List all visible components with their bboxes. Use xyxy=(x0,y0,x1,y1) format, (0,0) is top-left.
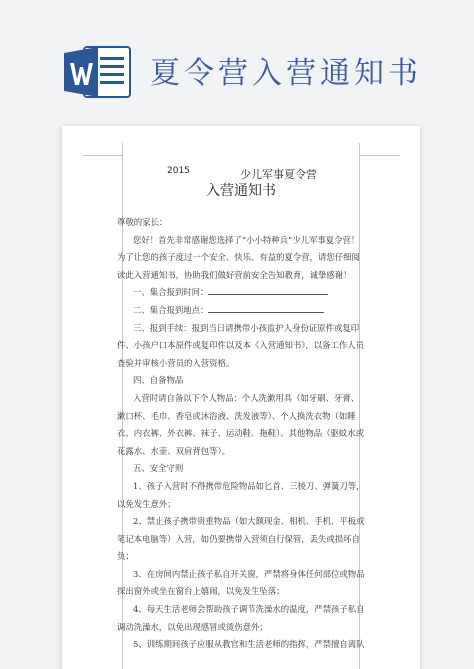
place-blank xyxy=(208,303,324,313)
word-doc-icon xyxy=(62,43,132,101)
banner-title: 夏令营入营通知书 xyxy=(150,56,422,91)
salutation: 尊敬的家长： xyxy=(117,217,168,227)
item-supplies-detail: 入营时请自备以下个人物品：个人洗漱用具（如牙刷、牙膏、漱口杯、毛巾、香皂或沐浴液、洗发液等）、个人换洗衣物（如睡衣、内衣裤、外衣裤、袜子、运动鞋、拖鞋）、其他物品（驱蚊水或花露水、水壶、双肩背包等）。 xyxy=(117,392,365,456)
header-year: 2015 xyxy=(167,166,190,176)
item-supplies-heading: 四、自备物品 xyxy=(133,375,184,386)
safety-rule-2: 2、禁止孩子携带贵重物品（如大额现金、相机、手机、平板或笔记本电脑等）入营，如仍要携带入营须自行保管，丢失或损坏自负； xyxy=(117,516,365,562)
header-camp: 少儿军事夏令营 xyxy=(240,168,317,181)
corner-mark-left xyxy=(82,143,123,156)
document-body xyxy=(117,214,365,654)
document-page xyxy=(62,126,420,669)
safety-rule-4: 4、每天生活老师会帮助孩子调节洗澡水的温度，严禁孩子私自调动洗澡水，以免出现感冒或烫伤意外； xyxy=(117,604,365,632)
item-procedure: 三、报到手续：报到当日请携带小孩监护人身份证原件或复印件、小孩户口本原件或复印件以及本《入营通知书》，以备工作人员查验并审核小营员的入营资格。 xyxy=(117,322,365,368)
safety-rule-5: 5、训练期间孩子应服从教官和生活老师的指挥，严禁擅自离队 xyxy=(133,639,365,650)
item-place xyxy=(117,302,365,320)
document-title: 入营通知书 xyxy=(206,183,276,199)
item-place-label: 二、集合报到地点： xyxy=(133,304,209,315)
item-time-label: 一、集合报到时间： xyxy=(133,287,209,298)
corner-mark-right xyxy=(359,143,400,156)
safety-rule-1: 1、孩子入营时不得携带危险物品如匕首、三棱刀、弹簧刀等，以免发生意外； xyxy=(117,480,365,509)
item-safety-heading: 五、安全守则 xyxy=(133,463,184,474)
intro-paragraph: 您好！首先非常感谢您选择了“小小特种兵”少儿军事夏令营！为了让您的孩子度过一个安全、快乐、有益的夏令营，请您仔细阅读此入营通知书，协助我们做好营前安全告知教育，诚挚感谢！ xyxy=(117,234,360,280)
item-time xyxy=(117,284,365,302)
banner xyxy=(0,0,474,118)
time-blank xyxy=(208,285,328,295)
safety-rule-3: 3、在房间内禁止孩子私自开关窗，严禁将身体任何部位或物品探出窗外或坐在窗台上嬉闹，以免发生坠落； xyxy=(117,568,365,597)
